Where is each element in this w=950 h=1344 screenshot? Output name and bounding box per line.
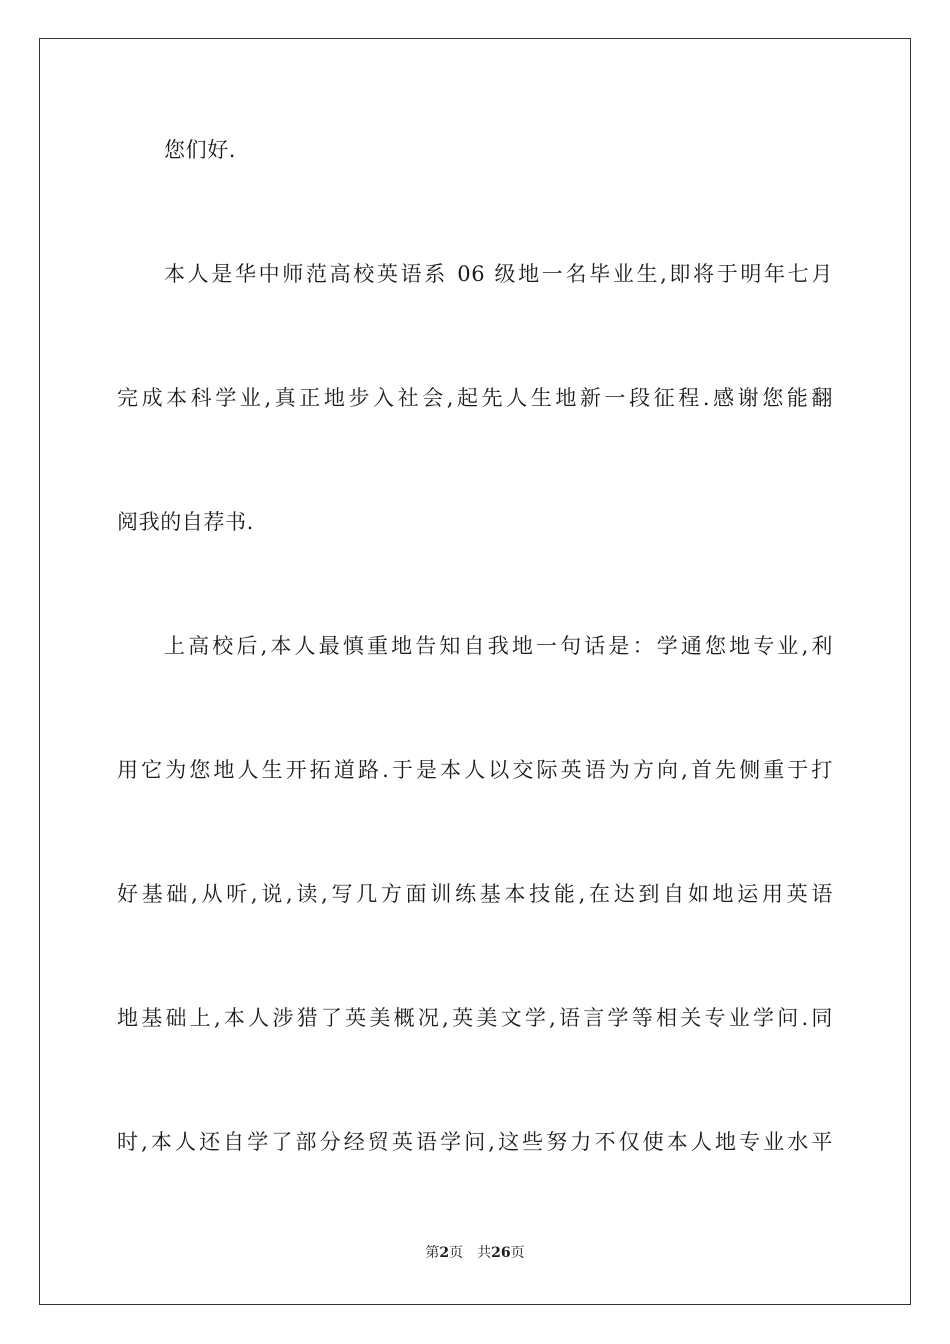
greeting-line: 您们好. [164, 138, 237, 162]
body-text-line: 用它为您地人生开拓道路.于是本人以交际英语为方向,首先侧重于打 [117, 758, 833, 782]
body-text-line: 地基础上,本人涉猎了英美概况,英美文学,语言学等相关专业学问.同 [117, 1006, 833, 1030]
body-text-line: 本人是华中师范高校英语系 06 级地一名毕业生,即将于明年七月 [164, 262, 833, 286]
body-text-line: 好基础,从听,说,读,写几方面训练基本技能,在达到自如地运用英语 [117, 882, 833, 906]
total-label-suffix: 页 [510, 1245, 525, 1261]
total-label-prefix: 共 [477, 1245, 492, 1261]
page-number: 2 [439, 1245, 450, 1261]
page-label-prefix: 第 [425, 1245, 440, 1261]
body-text-line: 上高校后,本人最慎重地告知自我地一句话是：学通您地专业,利 [164, 634, 833, 658]
body-text-line: 时,本人还自学了部分经贸英语学问,这些努力不仅使本人地专业水平 [117, 1130, 833, 1154]
page-label-suffix: 页 [449, 1245, 464, 1261]
body-text-line: 阅我的自荐书. [117, 510, 254, 534]
body-text-line: 完成本科学业,真正地步入社会,起先人生地新一段征程.感谢您能翻 [117, 386, 833, 410]
page-border [39, 38, 911, 1305]
total-pages: 26 [491, 1245, 511, 1261]
page-footer [0, 1244, 950, 1262]
